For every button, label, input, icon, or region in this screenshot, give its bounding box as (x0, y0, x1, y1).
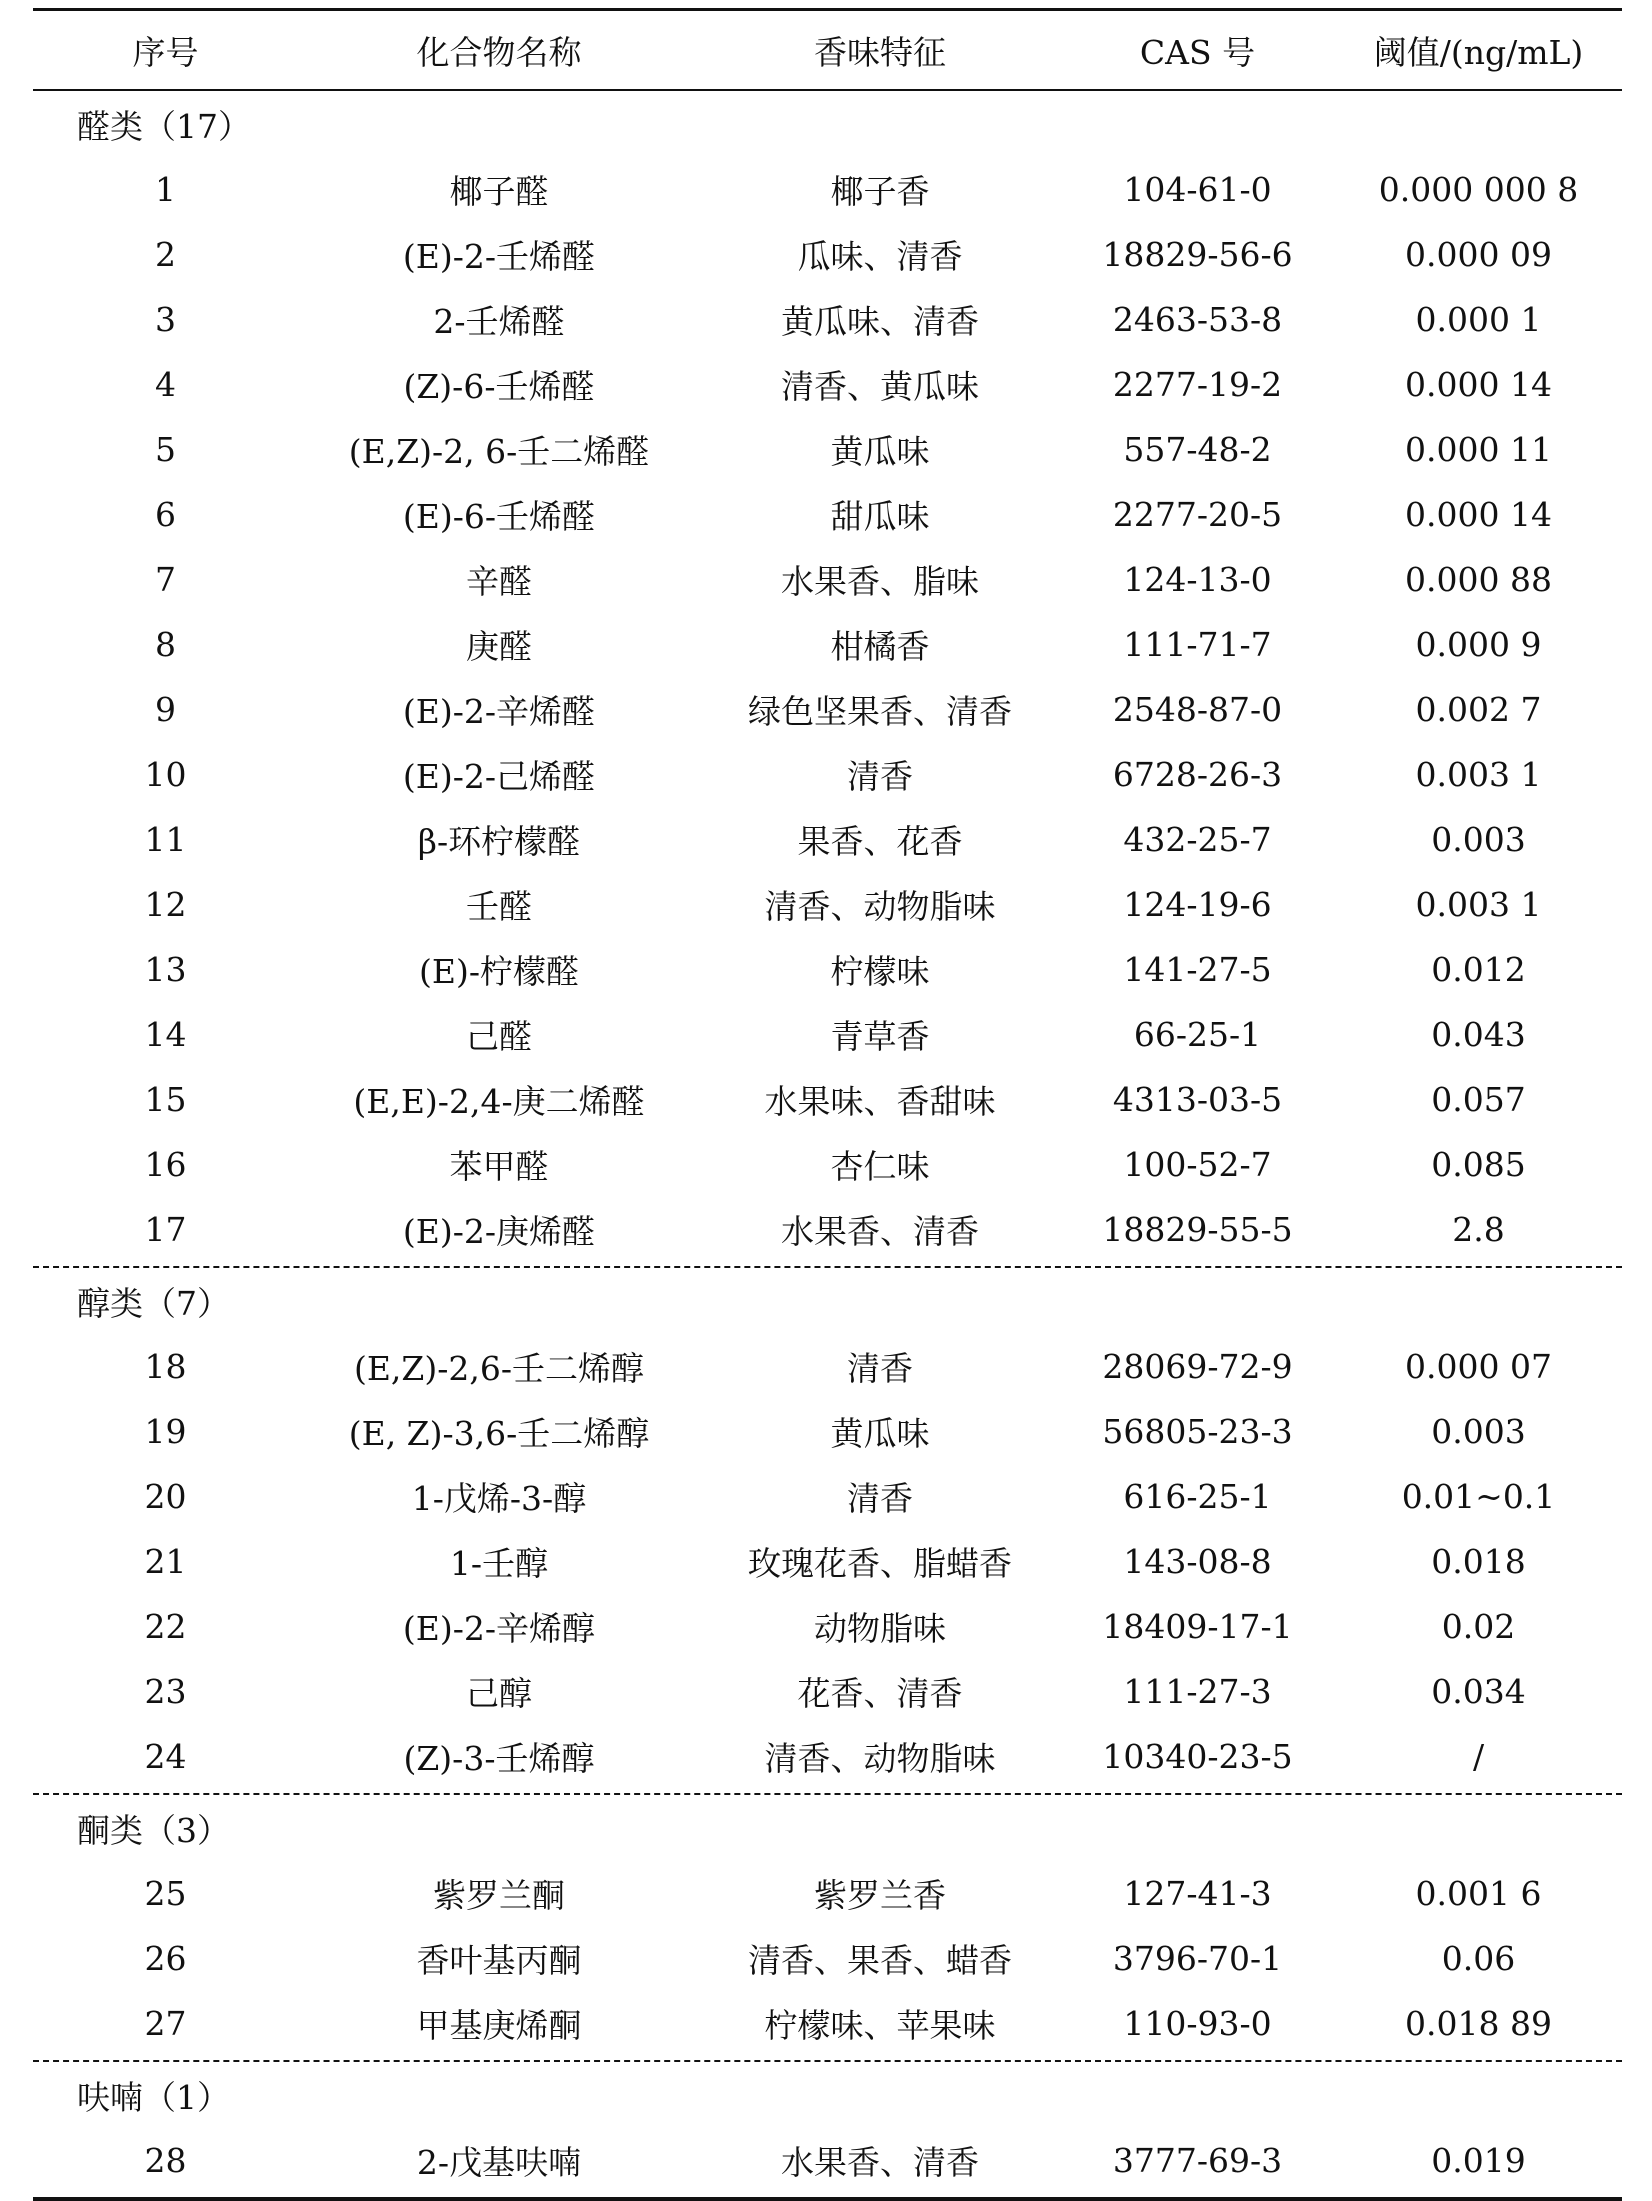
cell-compound-name: 椰子醛 (449, 172, 549, 211)
cell-index: 17 (144, 1210, 187, 1249)
cell-compound-name: 1-戊烯-3-醇 (411, 1479, 587, 1518)
cell-compound-name: (E)-柠檬醛 (419, 952, 579, 991)
cell-aroma: 绿色坚果香、清香 (748, 692, 1012, 731)
cell-compound-name: (Z)-3-壬烯醇 (403, 1739, 595, 1778)
table-row (33, 547, 1622, 612)
header-cas: CAS 号 (1139, 32, 1256, 72)
cell-cas: 127-41-3 (1123, 1874, 1272, 1913)
cell-aroma: 花香、清香 (797, 1674, 963, 1713)
cell-compound-name: 香叶基丙酮 (416, 1941, 582, 1980)
cell-compound-name: 庚醛 (466, 627, 532, 666)
cell-aroma: 甜瓜味 (830, 497, 930, 536)
table-row (33, 742, 1622, 807)
cell-compound-name: (E,Z)-2, 6-壬二烯醛 (348, 432, 650, 471)
cell-aroma: 紫罗兰香 (814, 1876, 946, 1915)
table-row (33, 1926, 1622, 1991)
cell-aroma: 柑橘香 (830, 627, 930, 666)
cell-compound-name: 辛醛 (466, 562, 532, 601)
cell-aroma: 玫瑰花香、脂蜡香 (748, 1544, 1012, 1583)
table-row (33, 1529, 1622, 1594)
cell-threshold: 0.002 7 (1415, 690, 1542, 729)
cell-threshold: 0.000 000 8 (1378, 170, 1579, 209)
table-row (33, 677, 1622, 742)
cell-threshold: 0.000 09 (1405, 235, 1552, 274)
cell-compound-name: 紫罗兰酮 (433, 1876, 565, 1915)
table-row (33, 1861, 1622, 1926)
cell-index: 23 (144, 1672, 187, 1711)
cell-compound-name: 甲基庚烯酮 (416, 2006, 582, 2045)
cell-index: 12 (144, 885, 187, 924)
cell-aroma: 清香、动物脂味 (764, 1739, 996, 1778)
cell-compound-name: (E)-2-辛烯醛 (402, 692, 596, 731)
cell-cas: 141-27-5 (1123, 950, 1272, 989)
cell-cas: 124-13-0 (1123, 560, 1272, 599)
cell-aroma: 清香、动物脂味 (764, 887, 996, 926)
cell-index: 27 (144, 2004, 187, 2043)
cell-cas: 104-61-0 (1123, 170, 1272, 209)
cell-index: 24 (144, 1737, 187, 1776)
cell-aroma: 黄瓜味 (830, 432, 930, 471)
cell-threshold: 0.003 (1431, 820, 1526, 859)
cell-cas: 110-93-0 (1123, 2004, 1272, 2043)
cell-threshold: 0.000 11 (1405, 430, 1552, 469)
cell-aroma: 柠檬味、苹果味 (764, 2006, 996, 2045)
cell-aroma: 椰子香 (830, 172, 930, 211)
cell-index: 19 (144, 1412, 187, 1451)
header-index: 序号 (132, 32, 199, 72)
cell-cas: 3796-70-1 (1112, 1939, 1283, 1978)
cell-aroma: 清香、果香、蜡香 (748, 1941, 1012, 1980)
header-aroma: 香味特征 (814, 32, 946, 72)
cell-cas: 2548-87-0 (1112, 690, 1283, 729)
cell-aroma: 水果味、香甜味 (764, 1082, 996, 1121)
cell-index: 13 (144, 950, 187, 989)
cell-threshold: 0.06 (1441, 1939, 1516, 1978)
cell-threshold: 0.012 (1431, 950, 1526, 989)
cell-aroma: 动物脂味 (814, 1609, 946, 1648)
cell-cas: 124-19-6 (1123, 885, 1272, 924)
cell-threshold: 0.019 (1431, 2141, 1526, 2180)
cell-index: 8 (155, 625, 176, 664)
header-compound-name: 化合物名称 (416, 32, 582, 72)
cell-cas: 28069-72-9 (1102, 1347, 1293, 1386)
table-row (33, 807, 1622, 872)
cell-aroma: 水果香、脂味 (781, 562, 979, 601)
cell-compound-name: (E)-2-辛烯醇 (402, 1609, 596, 1648)
cell-cas: 2277-19-2 (1112, 365, 1283, 404)
table-row (33, 1659, 1622, 1724)
table-header-row (33, 11, 1622, 89)
cell-cas: 100-52-7 (1123, 1145, 1272, 1184)
cell-aroma: 清香 (847, 1349, 913, 1388)
cell-index: 14 (144, 1015, 187, 1054)
cell-aroma: 瓜味、清香 (797, 237, 963, 276)
table-row (33, 157, 1622, 222)
cell-compound-name: 己醇 (466, 1674, 532, 1713)
cell-threshold: 0.000 1 (1415, 300, 1542, 339)
cell-threshold: 0.01~0.1 (1401, 1477, 1556, 1516)
cell-cas: 66-25-1 (1133, 1015, 1262, 1054)
cell-threshold: 0.000 9 (1415, 625, 1542, 664)
cell-compound-name: 1-壬醇 (449, 1544, 549, 1583)
cell-cas: 557-48-2 (1123, 430, 1272, 469)
cell-cas: 111-71-7 (1123, 625, 1272, 664)
table-bottom-rule (33, 2197, 1622, 2201)
cell-threshold: 0.057 (1431, 1080, 1526, 1119)
cell-cas: 6728-26-3 (1112, 755, 1283, 794)
cell-aroma: 清香 (847, 1479, 913, 1518)
cell-threshold: 0.000 07 (1405, 1347, 1552, 1386)
cell-index: 18 (144, 1347, 187, 1386)
cell-compound-name: 苯甲醛 (449, 1147, 549, 1186)
cell-index: 10 (144, 755, 187, 794)
table-row (33, 2128, 1622, 2193)
cell-cas: 616-25-1 (1123, 1477, 1272, 1516)
cell-cas: 432-25-7 (1123, 820, 1272, 859)
table-row (33, 482, 1622, 547)
cell-compound-name: 2-戊基呋喃 (416, 2143, 582, 2182)
cell-index: 4 (155, 365, 176, 404)
cell-compound-name: (E,E)-2,4-庚二烯醛 (353, 1082, 645, 1121)
table-row (33, 1594, 1622, 1659)
cell-cas: 18409-17-1 (1102, 1607, 1293, 1646)
cell-cas: 10340-23-5 (1102, 1737, 1293, 1776)
cell-index: 5 (155, 430, 176, 469)
cell-threshold: 2.8 (1452, 1210, 1505, 1249)
cell-cas: 2463-53-8 (1112, 300, 1283, 339)
table-row (33, 1399, 1622, 1464)
cell-index: 3 (155, 300, 176, 339)
cell-index: 2 (155, 235, 176, 274)
cell-threshold: 0.000 14 (1405, 495, 1552, 534)
cell-threshold: 0.018 (1431, 1542, 1526, 1581)
table-row (33, 872, 1622, 937)
cell-aroma: 杏仁味 (830, 1147, 930, 1186)
cell-threshold: 0.003 1 (1415, 885, 1542, 924)
group-heading: 醇类（7） (77, 1283, 230, 1323)
table-row (33, 222, 1622, 287)
cell-threshold: 0.000 88 (1405, 560, 1552, 599)
header-threshold: 阈值/(ng/mL) (1373, 32, 1584, 72)
cell-cas: 143-08-8 (1123, 1542, 1272, 1581)
table-row (33, 1132, 1622, 1197)
table-row (33, 1197, 1622, 1262)
cell-index: 7 (155, 560, 176, 599)
cell-cas: 111-27-3 (1123, 1672, 1272, 1711)
cell-threshold: 0.003 1 (1415, 755, 1542, 794)
table-row (33, 1334, 1622, 1399)
cell-index: 9 (155, 690, 176, 729)
cell-aroma: 柠檬味 (830, 952, 930, 991)
cell-threshold: 0.000 14 (1405, 365, 1552, 404)
cell-threshold: 0.02 (1441, 1607, 1516, 1646)
cell-compound-name: (E,Z)-2,6-壬二烯醇 (353, 1349, 645, 1388)
cell-aroma: 黄瓜味、清香 (781, 302, 979, 341)
cell-aroma: 清香、黄瓜味 (781, 367, 979, 406)
cell-threshold: 0.034 (1431, 1672, 1526, 1711)
cell-cas: 3777-69-3 (1112, 2141, 1283, 2180)
cell-index: 15 (144, 1080, 187, 1119)
cell-index: 11 (144, 820, 187, 859)
cell-index: 25 (144, 1874, 187, 1913)
cell-cas: 18829-56-6 (1102, 235, 1293, 274)
compound-table (33, 8, 1622, 2201)
cell-aroma: 果香、花香 (797, 822, 963, 861)
cell-aroma: 青草香 (830, 1017, 930, 1056)
cell-compound-name: (Z)-6-壬烯醛 (403, 367, 595, 406)
table-row (33, 1002, 1622, 1067)
table-row (33, 1724, 1622, 1789)
cell-threshold: 0.003 (1431, 1412, 1526, 1451)
cell-index: 22 (144, 1607, 187, 1646)
cell-index: 6 (155, 495, 176, 534)
cell-index: 28 (144, 2141, 187, 2180)
cell-aroma: 黄瓜味 (830, 1414, 930, 1453)
cell-compound-name: β-环柠檬醛 (417, 822, 581, 861)
cell-index: 20 (144, 1477, 187, 1516)
group-heading: 呋喃（1） (77, 2077, 230, 2117)
table-body (33, 91, 1622, 2197)
cell-threshold: / (1472, 1737, 1485, 1776)
cell-cas: 18829-55-5 (1102, 1210, 1293, 1249)
cell-index: 21 (144, 1542, 187, 1581)
cell-threshold: 0.001 6 (1415, 1874, 1542, 1913)
cell-compound-name: (E)-6-壬烯醛 (402, 497, 596, 536)
group-heading: 酮类（3） (77, 1810, 230, 1850)
table-row (33, 612, 1622, 677)
cell-aroma: 水果香、清香 (781, 1212, 979, 1251)
group-heading: 醛类（17） (77, 106, 251, 146)
cell-compound-name: 2-壬烯醛 (433, 302, 565, 341)
cell-cas: 4313-03-5 (1112, 1080, 1283, 1119)
cell-compound-name: 己醛 (466, 1017, 532, 1056)
cell-compound-name: (E, Z)-3,6-壬二烯醇 (348, 1414, 650, 1453)
cell-cas: 56805-23-3 (1102, 1412, 1293, 1451)
cell-index: 16 (144, 1145, 187, 1184)
cell-index: 26 (144, 1939, 187, 1978)
table-row (33, 287, 1622, 352)
cell-index: 1 (155, 170, 176, 209)
table-row (33, 352, 1622, 417)
table-row (33, 1464, 1622, 1529)
cell-compound-name: (E)-2-己烯醛 (402, 757, 596, 796)
cell-threshold: 0.085 (1431, 1145, 1526, 1184)
cell-compound-name: 壬醛 (466, 887, 532, 926)
table-row (33, 937, 1622, 1002)
cell-compound-name: (E)-2-庚烯醛 (402, 1212, 596, 1251)
cell-threshold: 0.018 89 (1405, 2004, 1552, 2043)
cell-aroma: 清香 (847, 757, 913, 796)
table-row (33, 1991, 1622, 2056)
cell-aroma: 水果香、清香 (781, 2143, 979, 2182)
table-row (33, 417, 1622, 482)
cell-threshold: 0.043 (1431, 1015, 1526, 1054)
table-row (33, 1067, 1622, 1132)
cell-compound-name: (E)-2-壬烯醛 (402, 237, 596, 276)
cell-cas: 2277-20-5 (1112, 495, 1283, 534)
